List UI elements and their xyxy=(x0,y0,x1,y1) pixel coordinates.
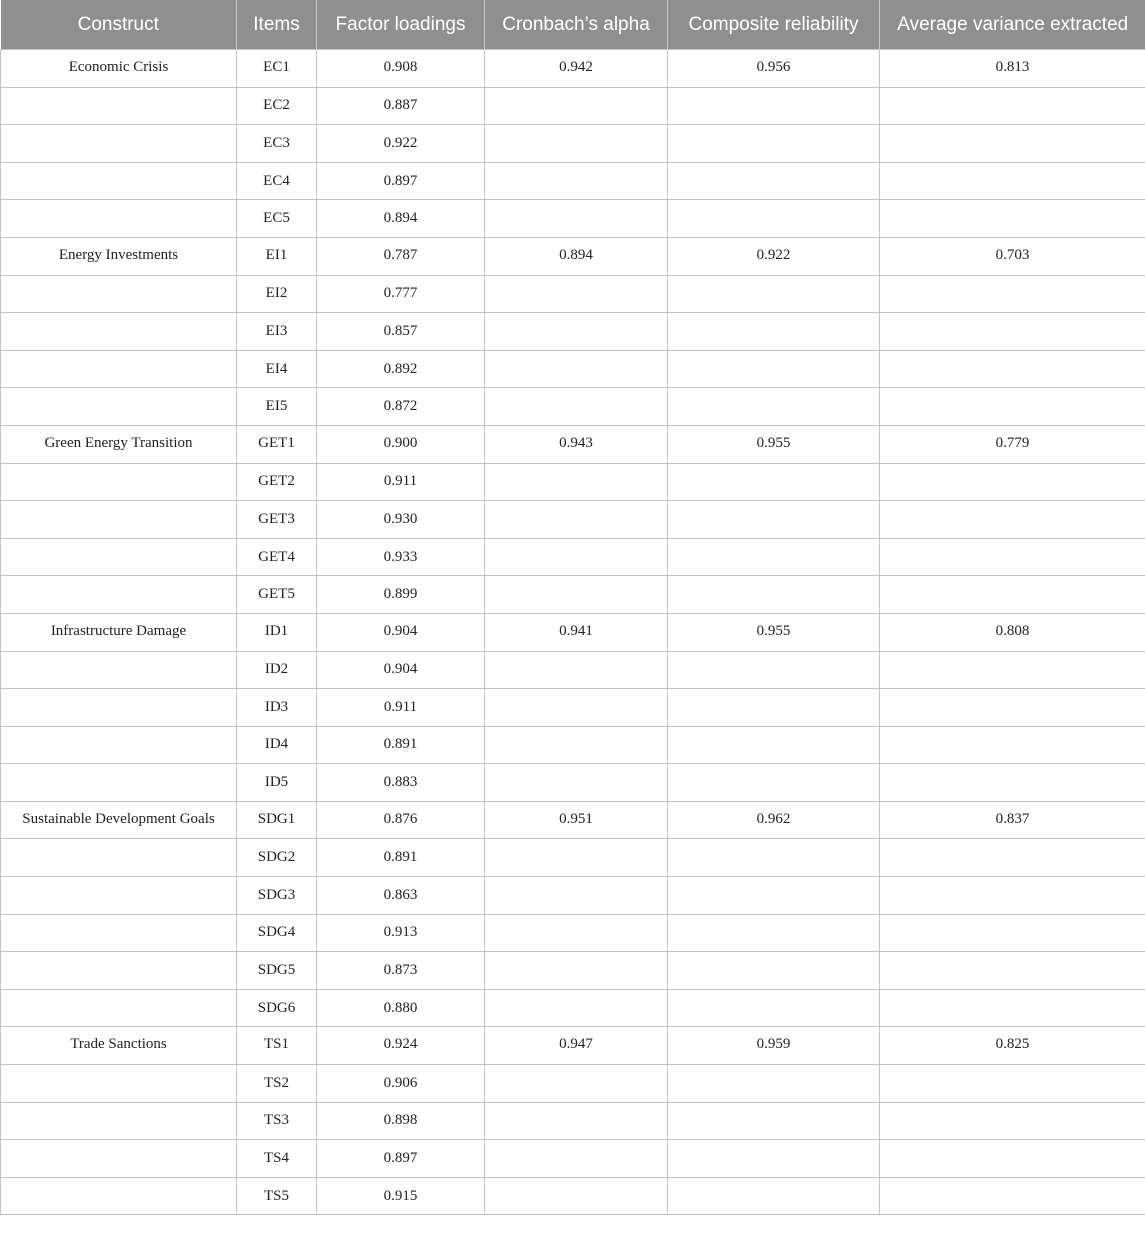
item-cell: TS1 xyxy=(237,1027,317,1065)
ave-cell xyxy=(880,839,1145,877)
factor-loading-cell: 0.876 xyxy=(317,801,485,839)
item-cell: ID3 xyxy=(237,689,317,727)
composite-reliability-cell xyxy=(668,1177,880,1215)
factor-loading-cell: 0.898 xyxy=(317,1102,485,1140)
cronbachs-alpha-cell xyxy=(485,1177,668,1215)
ave-cell xyxy=(880,914,1145,952)
factor-loading-cell: 0.900 xyxy=(317,425,485,463)
construct-cell xyxy=(1,877,237,915)
item-cell: EI1 xyxy=(237,237,317,275)
construct-cell xyxy=(1,275,237,313)
composite-reliability-cell xyxy=(668,388,880,426)
composite-reliability-cell: 0.955 xyxy=(668,425,880,463)
cronbachs-alpha-cell xyxy=(485,463,668,501)
composite-reliability-cell: 0.956 xyxy=(668,50,880,88)
cronbachs-alpha-cell xyxy=(485,914,668,952)
construct-cell xyxy=(1,726,237,764)
table-row xyxy=(1,839,1145,877)
construct-cell: Economic Crisis xyxy=(1,50,237,88)
factor-loading-cell: 0.908 xyxy=(317,50,485,88)
composite-reliability-cell xyxy=(668,275,880,313)
composite-reliability-cell xyxy=(668,877,880,915)
item-cell: SDG2 xyxy=(237,839,317,877)
composite-reliability-cell xyxy=(668,463,880,501)
item-cell: SDG6 xyxy=(237,989,317,1027)
ave-cell: 0.779 xyxy=(880,425,1145,463)
cronbachs-alpha-cell: 0.947 xyxy=(485,1027,668,1065)
table-row xyxy=(1,87,1145,125)
table-row xyxy=(1,275,1145,313)
item-cell: TS5 xyxy=(237,1177,317,1215)
factor-loading-cell: 0.891 xyxy=(317,839,485,877)
table-row xyxy=(1,1177,1145,1215)
construct-cell xyxy=(1,989,237,1027)
table-row xyxy=(1,914,1145,952)
cronbachs-alpha-cell xyxy=(485,1140,668,1178)
table-row xyxy=(1,764,1145,802)
factor-loading-cell: 0.922 xyxy=(317,125,485,163)
construct-cell: Trade Sanctions xyxy=(1,1027,237,1065)
factor-loading-cell: 0.787 xyxy=(317,237,485,275)
cronbachs-alpha-cell: 0.894 xyxy=(485,237,668,275)
factor-loading-cell: 0.872 xyxy=(317,388,485,426)
table-row xyxy=(1,501,1145,539)
cronbachs-alpha-cell xyxy=(485,576,668,614)
table-row xyxy=(1,1102,1145,1140)
construct-cell xyxy=(1,200,237,238)
factor-loading-cell: 0.906 xyxy=(317,1065,485,1103)
item-cell: SDG1 xyxy=(237,801,317,839)
item-cell: TS2 xyxy=(237,1065,317,1103)
header-factor-loadings: Factor loadings xyxy=(317,0,485,50)
construct-cell xyxy=(1,313,237,351)
header-composite-reliability: Composite reliability xyxy=(668,0,880,50)
table-row xyxy=(1,1027,1145,1065)
factor-loading-cell: 0.904 xyxy=(317,613,485,651)
table-row xyxy=(1,200,1145,238)
item-cell: EC4 xyxy=(237,162,317,200)
cronbachs-alpha-cell xyxy=(485,388,668,426)
composite-reliability-cell xyxy=(668,952,880,990)
composite-reliability-cell xyxy=(668,576,880,614)
composite-reliability-cell xyxy=(668,764,880,802)
cronbachs-alpha-cell: 0.951 xyxy=(485,801,668,839)
item-cell: TS3 xyxy=(237,1102,317,1140)
table-row xyxy=(1,463,1145,501)
cronbachs-alpha-cell xyxy=(485,839,668,877)
cronbachs-alpha-cell: 0.943 xyxy=(485,425,668,463)
table-row xyxy=(1,877,1145,915)
cronbachs-alpha-cell xyxy=(485,350,668,388)
table-row xyxy=(1,237,1145,275)
ave-cell xyxy=(880,463,1145,501)
ave-cell xyxy=(880,952,1145,990)
construct-cell xyxy=(1,87,237,125)
item-cell: GET1 xyxy=(237,425,317,463)
ave-cell xyxy=(880,689,1145,727)
construct-cell xyxy=(1,350,237,388)
construct-cell xyxy=(1,1177,237,1215)
cronbachs-alpha-cell xyxy=(485,275,668,313)
cronbachs-alpha-cell xyxy=(485,651,668,689)
item-cell: ID2 xyxy=(237,651,317,689)
construct-cell xyxy=(1,501,237,539)
item-cell: EI2 xyxy=(237,275,317,313)
construct-cell: Infrastructure Damage xyxy=(1,613,237,651)
factor-loading-cell: 0.777 xyxy=(317,275,485,313)
factor-loading-cell: 0.915 xyxy=(317,1177,485,1215)
composite-reliability-cell xyxy=(668,501,880,539)
construct-cell xyxy=(1,576,237,614)
item-cell: ID1 xyxy=(237,613,317,651)
item-cell: GET3 xyxy=(237,501,317,539)
construct-cell xyxy=(1,952,237,990)
table-row xyxy=(1,125,1145,163)
factor-loading-cell: 0.891 xyxy=(317,726,485,764)
cronbachs-alpha-cell xyxy=(485,87,668,125)
table-row xyxy=(1,425,1145,463)
table-row xyxy=(1,689,1145,727)
item-cell: ID5 xyxy=(237,764,317,802)
construct-cell xyxy=(1,914,237,952)
cronbachs-alpha-cell xyxy=(485,125,668,163)
construct-cell xyxy=(1,538,237,576)
factor-loading-cell: 0.911 xyxy=(317,689,485,727)
composite-reliability-cell xyxy=(668,726,880,764)
composite-reliability-cell xyxy=(668,125,880,163)
composite-reliability-cell: 0.959 xyxy=(668,1027,880,1065)
ave-cell: 0.808 xyxy=(880,613,1145,651)
composite-reliability-cell xyxy=(668,1065,880,1103)
composite-reliability-cell xyxy=(668,689,880,727)
table-row xyxy=(1,1140,1145,1178)
table-row xyxy=(1,313,1145,351)
construct-cell xyxy=(1,689,237,727)
cronbachs-alpha-cell xyxy=(485,313,668,351)
factor-loading-cell: 0.904 xyxy=(317,651,485,689)
ave-cell xyxy=(880,1102,1145,1140)
ave-cell xyxy=(880,1177,1145,1215)
factor-loading-cell: 0.894 xyxy=(317,200,485,238)
ave-cell xyxy=(880,350,1145,388)
ave-cell xyxy=(880,576,1145,614)
composite-reliability-cell: 0.922 xyxy=(668,237,880,275)
table-row xyxy=(1,651,1145,689)
table-row xyxy=(1,952,1145,990)
composite-reliability-cell xyxy=(668,989,880,1027)
item-cell: EI5 xyxy=(237,388,317,426)
construct-cell xyxy=(1,651,237,689)
item-cell: EC3 xyxy=(237,125,317,163)
item-cell: EI3 xyxy=(237,313,317,351)
item-cell: SDG4 xyxy=(237,914,317,952)
composite-reliability-cell xyxy=(668,1140,880,1178)
header-cronbachs-alpha: Cronbach’s alpha xyxy=(485,0,668,50)
table-row xyxy=(1,1065,1145,1103)
factor-loading-cell: 0.857 xyxy=(317,313,485,351)
construct-cell xyxy=(1,1102,237,1140)
factor-loading-cell: 0.897 xyxy=(317,1140,485,1178)
composite-reliability-cell xyxy=(668,350,880,388)
table-row xyxy=(1,613,1145,651)
table-row xyxy=(1,726,1145,764)
table-row xyxy=(1,388,1145,426)
composite-reliability-cell xyxy=(668,1102,880,1140)
item-cell: EI4 xyxy=(237,350,317,388)
table-body xyxy=(1,50,1145,1215)
header-row xyxy=(1,0,1145,50)
table-row xyxy=(1,989,1145,1027)
ave-cell xyxy=(880,1140,1145,1178)
header-average-variance-extracted: Average variance extracted xyxy=(880,0,1145,50)
ave-cell xyxy=(880,877,1145,915)
ave-cell xyxy=(880,388,1145,426)
construct-cell: Energy Investments xyxy=(1,237,237,275)
item-cell: GET2 xyxy=(237,463,317,501)
item-cell: EC1 xyxy=(237,50,317,88)
construct-cell xyxy=(1,162,237,200)
composite-reliability-cell xyxy=(668,651,880,689)
construct-cell xyxy=(1,388,237,426)
factor-loading-cell: 0.887 xyxy=(317,87,485,125)
table-row xyxy=(1,801,1145,839)
composite-reliability-cell: 0.955 xyxy=(668,613,880,651)
table-row xyxy=(1,50,1145,88)
ave-cell xyxy=(880,125,1145,163)
composite-reliability-cell xyxy=(668,538,880,576)
cronbachs-alpha-cell xyxy=(485,689,668,727)
item-cell: GET4 xyxy=(237,538,317,576)
cronbachs-alpha-cell xyxy=(485,877,668,915)
composite-reliability-cell xyxy=(668,200,880,238)
composite-reliability-cell xyxy=(668,313,880,351)
construct-cell: Green Energy Transition xyxy=(1,425,237,463)
ave-cell: 0.825 xyxy=(880,1027,1145,1065)
factor-loading-cell: 0.911 xyxy=(317,463,485,501)
ave-cell xyxy=(880,1065,1145,1103)
ave-cell xyxy=(880,87,1145,125)
item-cell: EC2 xyxy=(237,87,317,125)
cronbachs-alpha-cell xyxy=(485,538,668,576)
ave-cell xyxy=(880,651,1145,689)
construct-cell xyxy=(1,463,237,501)
composite-reliability-cell xyxy=(668,162,880,200)
construct-cell xyxy=(1,1140,237,1178)
composite-reliability-cell: 0.962 xyxy=(668,801,880,839)
construct-cell xyxy=(1,764,237,802)
ave-cell: 0.703 xyxy=(880,237,1145,275)
factor-loading-cell: 0.863 xyxy=(317,877,485,915)
header-items: Items xyxy=(237,0,317,50)
item-cell: SDG3 xyxy=(237,877,317,915)
cronbachs-alpha-cell xyxy=(485,726,668,764)
table-header xyxy=(1,0,1145,50)
factor-loading-cell: 0.883 xyxy=(317,764,485,802)
factor-loading-cell: 0.873 xyxy=(317,952,485,990)
item-cell: GET5 xyxy=(237,576,317,614)
factor-loading-cell: 0.880 xyxy=(317,989,485,1027)
factor-loading-cell: 0.930 xyxy=(317,501,485,539)
table-row xyxy=(1,162,1145,200)
construct-cell xyxy=(1,125,237,163)
cronbachs-alpha-cell xyxy=(485,162,668,200)
factor-loading-cell: 0.897 xyxy=(317,162,485,200)
factor-loading-cell: 0.899 xyxy=(317,576,485,614)
cronbachs-alpha-cell: 0.941 xyxy=(485,613,668,651)
factor-loading-cell: 0.892 xyxy=(317,350,485,388)
ave-cell xyxy=(880,989,1145,1027)
cronbachs-alpha-cell xyxy=(485,1102,668,1140)
ave-cell xyxy=(880,200,1145,238)
factor-loading-cell: 0.933 xyxy=(317,538,485,576)
ave-cell: 0.813 xyxy=(880,50,1145,88)
composite-reliability-cell xyxy=(668,839,880,877)
ave-cell xyxy=(880,275,1145,313)
composite-reliability-cell xyxy=(668,87,880,125)
cronbachs-alpha-cell xyxy=(485,200,668,238)
cronbachs-alpha-cell xyxy=(485,501,668,539)
construct-cell: Sustainable Development Goals xyxy=(1,801,237,839)
cronbachs-alpha-cell xyxy=(485,764,668,802)
ave-cell: 0.837 xyxy=(880,801,1145,839)
cronbachs-alpha-cell xyxy=(485,1065,668,1103)
ave-cell xyxy=(880,501,1145,539)
ave-cell xyxy=(880,726,1145,764)
header-construct: Construct xyxy=(1,0,237,50)
item-cell: TS4 xyxy=(237,1140,317,1178)
item-cell: ID4 xyxy=(237,726,317,764)
ave-cell xyxy=(880,162,1145,200)
ave-cell xyxy=(880,313,1145,351)
table-row xyxy=(1,576,1145,614)
construct-cell xyxy=(1,1065,237,1103)
item-cell: SDG5 xyxy=(237,952,317,990)
ave-cell xyxy=(880,764,1145,802)
factor-loading-cell: 0.913 xyxy=(317,914,485,952)
cronbachs-alpha-cell xyxy=(485,952,668,990)
composite-reliability-cell xyxy=(668,914,880,952)
factor-loading-cell: 0.924 xyxy=(317,1027,485,1065)
table-row xyxy=(1,538,1145,576)
ave-cell xyxy=(880,538,1145,576)
item-cell: EC5 xyxy=(237,200,317,238)
cronbachs-alpha-cell xyxy=(485,989,668,1027)
cronbachs-alpha-cell: 0.942 xyxy=(485,50,668,88)
construct-cell xyxy=(1,839,237,877)
table-row xyxy=(1,350,1145,388)
